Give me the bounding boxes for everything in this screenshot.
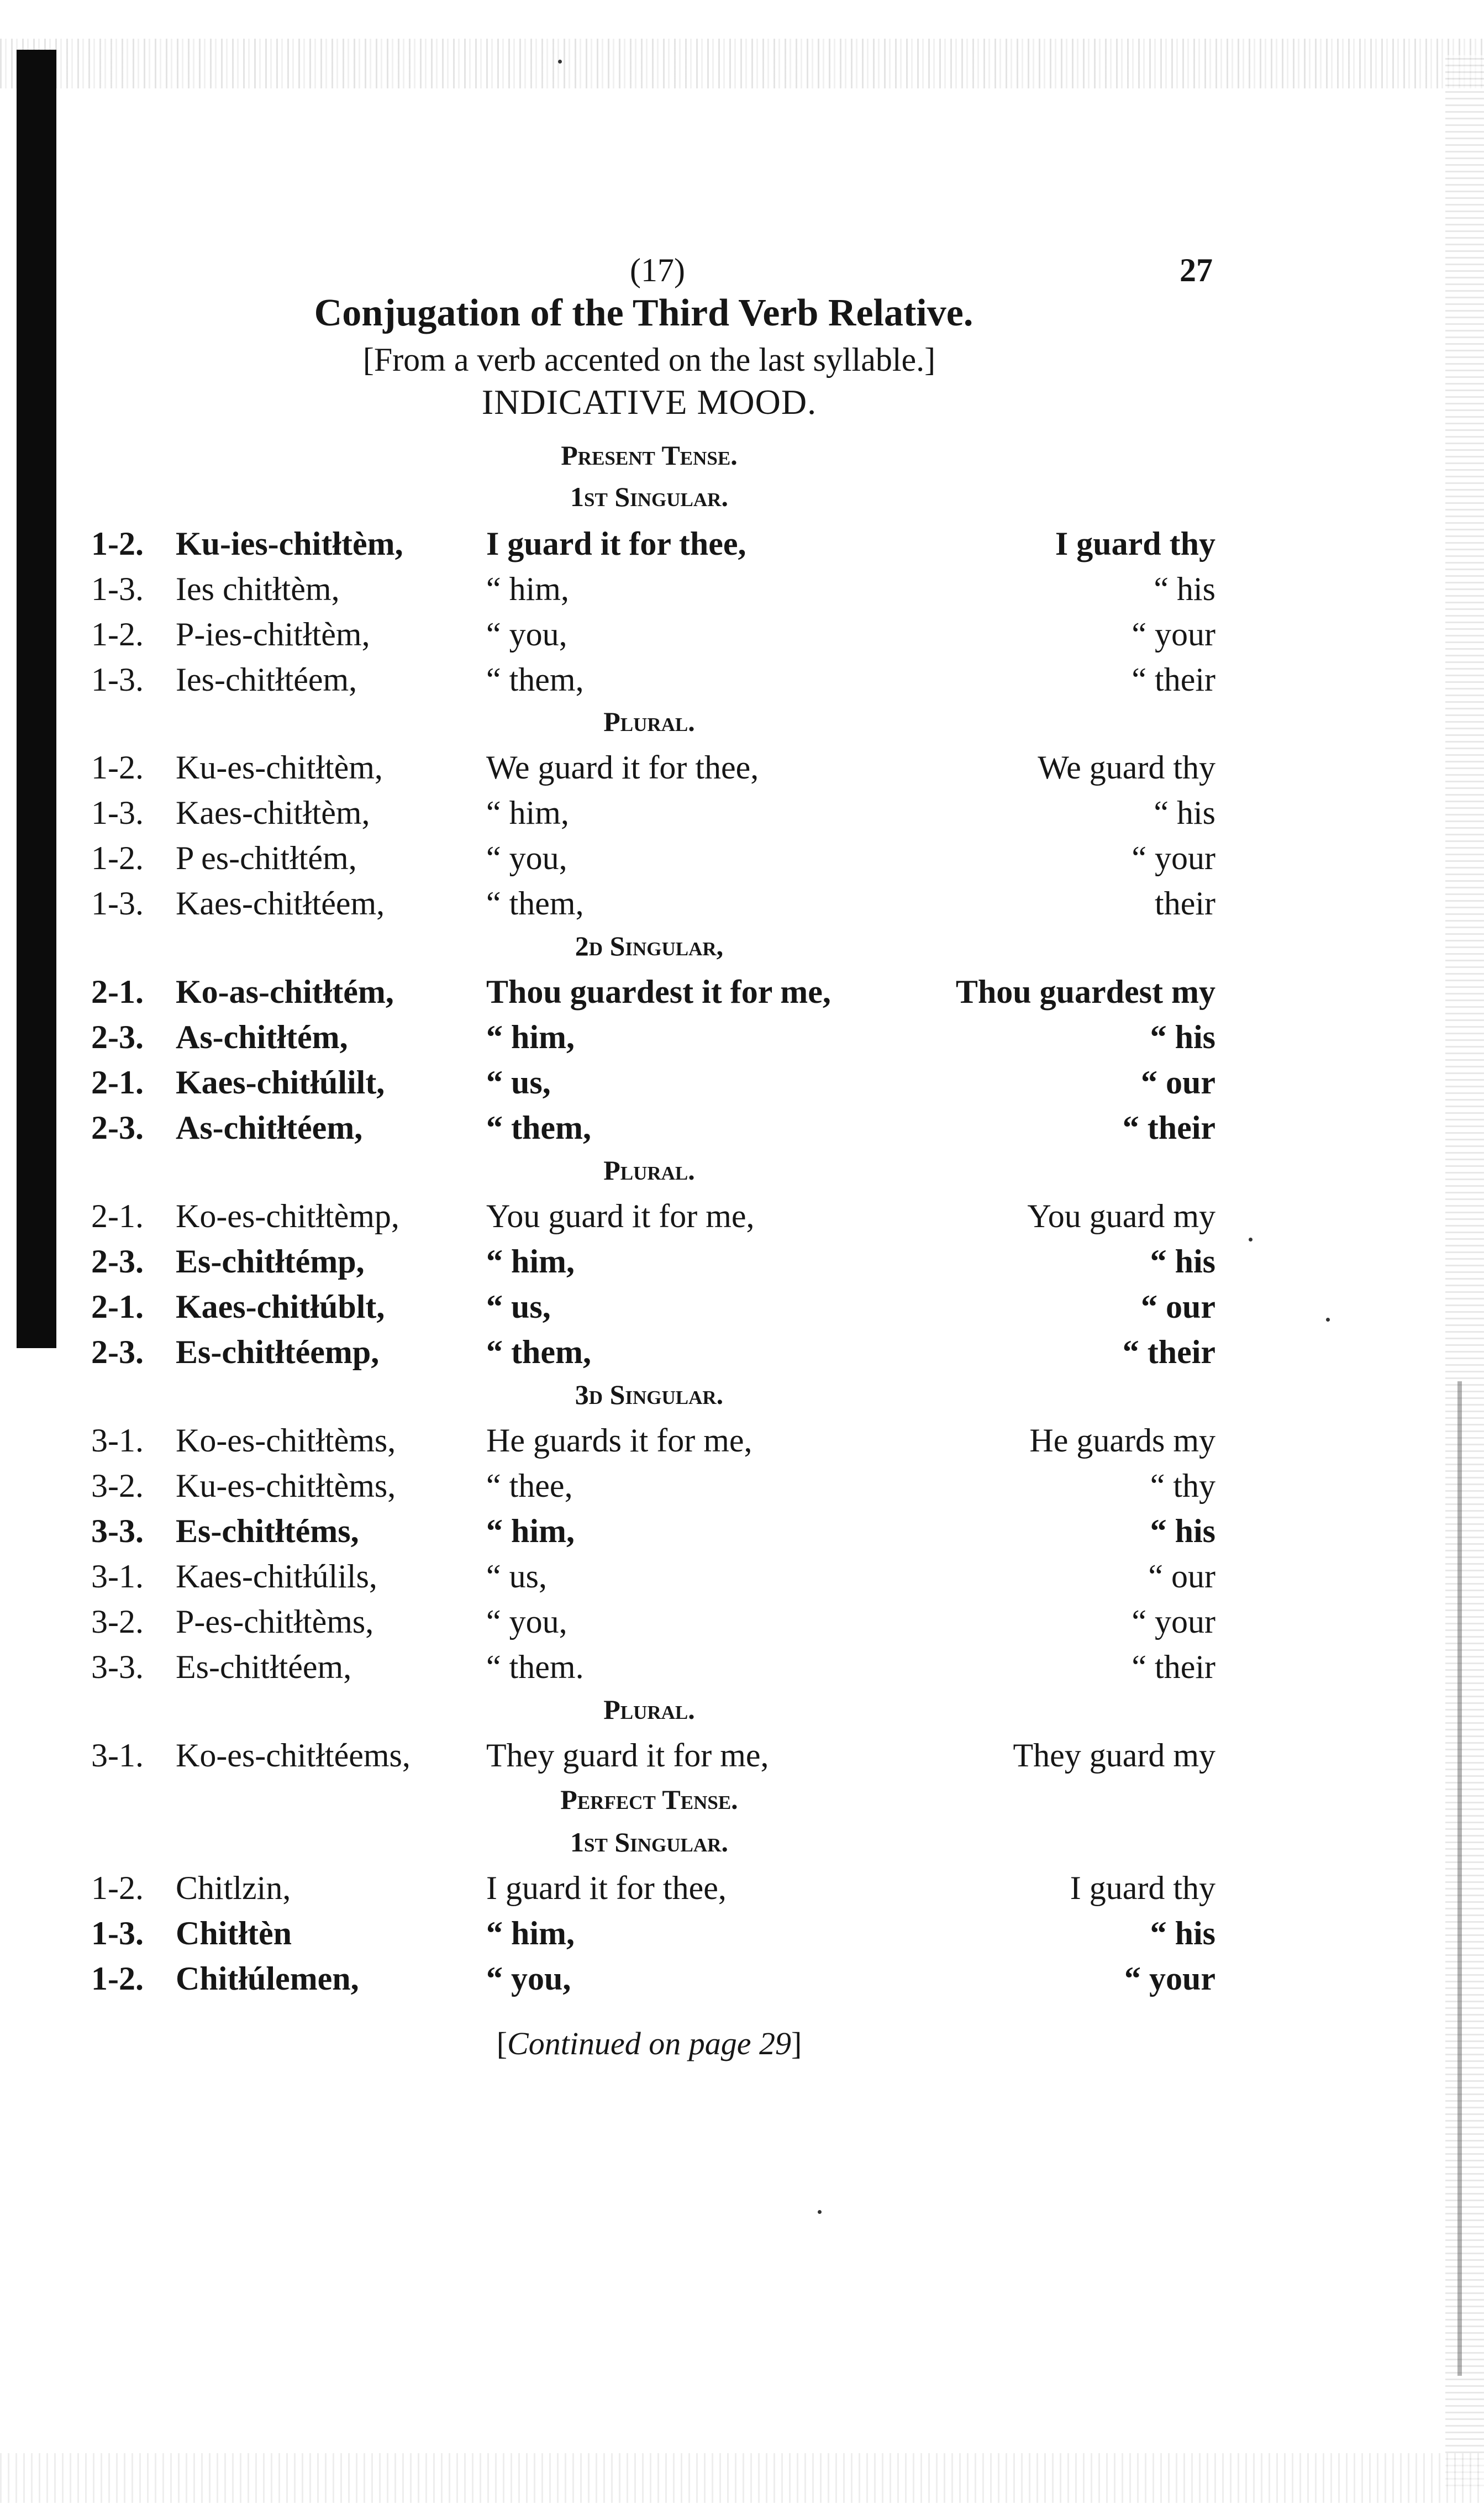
row-number: 1-2. bbox=[91, 525, 144, 562]
row-word: Chitłtèn bbox=[176, 1915, 292, 1951]
conjugation-row bbox=[0, 1422, 1326, 1463]
row-number: 2-3. bbox=[91, 1243, 144, 1280]
row-word: Kaes-chitłúlils, bbox=[176, 1558, 377, 1595]
row-word: P es-chitłtém, bbox=[176, 840, 357, 876]
conjugation-row bbox=[0, 1467, 1326, 1508]
bracket-close: ] bbox=[791, 2026, 802, 2061]
row-word: Ko-es-chitłtéems, bbox=[176, 1737, 411, 1774]
row-word: Chitłúlemen, bbox=[176, 1960, 359, 1997]
row-word: Es-chitłtéms, bbox=[176, 1513, 359, 1549]
row-number: 3-2. bbox=[91, 1467, 144, 1504]
row-translation: We guard it for thee, bbox=[486, 749, 759, 786]
conjugation-row bbox=[0, 794, 1326, 835]
tense-heading-perfect: Perfect Tense. bbox=[560, 1784, 738, 1815]
row-translation: “ us, bbox=[486, 1064, 551, 1101]
page-number-right: 27 bbox=[1180, 252, 1213, 288]
row-number: 3-3. bbox=[91, 1513, 144, 1549]
row-translation: “ us, bbox=[486, 1288, 551, 1325]
conjugation-row bbox=[0, 1558, 1326, 1599]
row-word: Ies-chitłtéem, bbox=[176, 661, 357, 698]
row-number: 1-3. bbox=[91, 661, 144, 698]
row-number: 2-3. bbox=[91, 1334, 144, 1370]
scan-speck bbox=[558, 60, 562, 64]
row-translation: They guard it for me, bbox=[486, 1737, 769, 1774]
person-heading-3d-singular: 3d Singular. bbox=[575, 1379, 724, 1410]
row-number: 3-3. bbox=[91, 1649, 144, 1685]
row-word: Kaes-chitłúlilt, bbox=[176, 1064, 385, 1101]
conjugation-row bbox=[0, 1197, 1326, 1239]
row-word: Es-chitłtémp, bbox=[176, 1243, 365, 1280]
person-heading-2d-plural: Plural. bbox=[603, 1155, 695, 1186]
row-word: As-chitłtéem, bbox=[176, 1109, 363, 1146]
scan-speck bbox=[1326, 1318, 1330, 1322]
conjugation-row bbox=[0, 885, 1326, 926]
row-possessive: We guard thy bbox=[1038, 749, 1215, 786]
row-number: 1-3. bbox=[91, 571, 144, 607]
conjugation-row bbox=[0, 1512, 1326, 1554]
conjugation-row bbox=[0, 1288, 1326, 1329]
row-translation: “ you, bbox=[486, 1960, 571, 1997]
mood-heading: INDICATIVE MOOD. bbox=[481, 382, 817, 422]
row-word: Ko-es-chitłtèms, bbox=[176, 1422, 396, 1459]
conjugation-row bbox=[0, 1869, 1326, 1911]
conjugation-row bbox=[0, 749, 1326, 790]
row-translation: “ him, bbox=[486, 795, 569, 831]
row-number: 3-1. bbox=[91, 1422, 144, 1459]
row-translation: You guard it for me, bbox=[486, 1198, 755, 1234]
row-word: P-es-chitłtèms, bbox=[176, 1603, 374, 1640]
scan-noise-bottom bbox=[0, 2453, 1484, 2503]
conjugation-row bbox=[0, 973, 1326, 1014]
row-word: As-chitłtém, bbox=[176, 1019, 348, 1055]
conjugation-row bbox=[0, 615, 1326, 657]
row-possessive: “ his bbox=[1150, 1915, 1215, 1951]
row-possessive: “ his bbox=[1150, 1513, 1215, 1549]
row-translation: “ him, bbox=[486, 571, 569, 607]
row-word: P-ies-chitłtèm, bbox=[176, 616, 370, 653]
row-translation: “ him, bbox=[486, 1019, 575, 1055]
row-number: 1-3. bbox=[91, 795, 144, 831]
row-word: Ku-ies-chitłtèm, bbox=[176, 525, 403, 562]
row-translation: “ thee, bbox=[486, 1467, 573, 1504]
row-translation: “ them, bbox=[486, 885, 584, 922]
row-number: 1-3. bbox=[91, 885, 144, 922]
scan-edge-line bbox=[1457, 1381, 1462, 2376]
conjugation-row bbox=[0, 1603, 1326, 1644]
conjugation-row bbox=[0, 1914, 1326, 1956]
row-number: 3-1. bbox=[91, 1737, 144, 1774]
row-translation: “ him, bbox=[486, 1513, 575, 1549]
row-number: 3-1. bbox=[91, 1558, 144, 1595]
row-possessive: “ your bbox=[1132, 840, 1215, 876]
row-word: Ku-es-chitłtèms, bbox=[176, 1467, 396, 1504]
row-possessive: They guard my bbox=[1013, 1737, 1215, 1774]
row-translation: “ us, bbox=[486, 1558, 547, 1595]
row-translation: “ them, bbox=[486, 1334, 591, 1370]
row-word: Kaes-chitłúblt, bbox=[176, 1288, 385, 1325]
row-possessive: “ your bbox=[1132, 616, 1215, 653]
continuation-text: Continued on page 29 bbox=[507, 2026, 791, 2061]
row-possessive: “ their bbox=[1122, 1334, 1215, 1370]
row-possessive: “ his bbox=[1154, 571, 1215, 607]
conjugation-row bbox=[0, 1737, 1326, 1778]
row-translation: “ you, bbox=[486, 1603, 567, 1640]
row-number: 1-2. bbox=[91, 616, 144, 653]
conjugation-row bbox=[0, 1109, 1326, 1150]
row-number: 3-2. bbox=[91, 1603, 144, 1640]
row-number: 1-2. bbox=[91, 1960, 144, 1997]
row-translation: “ him, bbox=[486, 1915, 575, 1951]
row-possessive: “ his bbox=[1150, 1019, 1215, 1055]
row-word: Ko-es-chitłtèmp, bbox=[176, 1198, 399, 1234]
row-translation: “ you, bbox=[486, 616, 567, 653]
row-word: Ies chitłtèm, bbox=[176, 571, 340, 607]
row-possessive: “ our bbox=[1148, 1558, 1215, 1595]
row-possessive: “ his bbox=[1154, 795, 1215, 831]
row-possessive: “ our bbox=[1141, 1064, 1215, 1101]
row-possessive: “ your bbox=[1132, 1603, 1215, 1640]
person-heading-3d-plural: Plural. bbox=[603, 1694, 695, 1725]
row-possessive: He guards my bbox=[1029, 1422, 1215, 1459]
row-translation: “ him, bbox=[486, 1243, 575, 1280]
row-translation: “ them, bbox=[486, 661, 584, 698]
row-possessive: “ your bbox=[1124, 1960, 1215, 1997]
row-number: 1-2. bbox=[91, 1870, 144, 1906]
row-number: 2-3. bbox=[91, 1109, 144, 1146]
page-subtitle: [From a verb accented on the last syllable.] bbox=[362, 341, 936, 378]
row-possessive: Thou guardest my bbox=[955, 974, 1215, 1010]
tense-heading-present: Present Tense. bbox=[561, 440, 738, 471]
conjugation-row bbox=[0, 839, 1326, 881]
row-possessive: “ their bbox=[1122, 1109, 1215, 1146]
person-heading-1st-plural: Plural. bbox=[603, 706, 695, 737]
row-possessive: their bbox=[1155, 885, 1215, 922]
row-translation: Thou guardest it for me, bbox=[486, 974, 831, 1010]
conjugation-row bbox=[0, 1648, 1326, 1690]
scan-noise-right bbox=[1445, 55, 1484, 2486]
row-word: Es-chitłtéemp, bbox=[176, 1334, 380, 1370]
row-possessive: I guard thy bbox=[1055, 525, 1215, 562]
row-possessive: “ his bbox=[1150, 1243, 1215, 1280]
row-number: 1-3. bbox=[91, 1915, 144, 1951]
conjugation-row bbox=[0, 1333, 1326, 1375]
person-heading-1st-singular: 1st Singular. bbox=[570, 481, 728, 512]
row-possessive: “ thy bbox=[1150, 1467, 1215, 1504]
page-number-center: (17) bbox=[630, 252, 685, 288]
row-word: Es-chitłtéem, bbox=[176, 1649, 352, 1685]
conjugation-row bbox=[0, 570, 1326, 612]
person-heading-perfect-1st-singular: 1st Singular. bbox=[570, 1827, 728, 1858]
conjugation-row bbox=[0, 1960, 1326, 2001]
row-word: Ku-es-chitłtèm, bbox=[176, 749, 383, 786]
row-word: Kaes-chitłtèm, bbox=[176, 795, 370, 831]
row-number: 2-1. bbox=[91, 1288, 144, 1325]
row-number: 2-1. bbox=[91, 1198, 144, 1234]
row-number: 1-2. bbox=[91, 840, 144, 876]
row-possessive: I guard thy bbox=[1070, 1870, 1215, 1906]
bracket-open: [ bbox=[496, 2026, 508, 2061]
scan-noise-top bbox=[0, 39, 1484, 88]
row-translation: I guard it for thee, bbox=[486, 1870, 727, 1906]
row-translation: “ them. bbox=[486, 1649, 584, 1685]
row-possessive: “ our bbox=[1141, 1288, 1215, 1325]
row-translation: “ you, bbox=[486, 840, 567, 876]
row-number: 2-1. bbox=[91, 974, 144, 1010]
row-possessive: “ their bbox=[1132, 1649, 1215, 1685]
conjugation-row bbox=[0, 661, 1326, 702]
row-word: Chitlzin, bbox=[176, 1870, 291, 1906]
row-word: Ko-as-chitłtém, bbox=[176, 974, 394, 1010]
continuation-note bbox=[0, 2025, 1298, 2062]
page-title: Conjugation of the Third Verb Relative. bbox=[314, 292, 973, 334]
conjugation-row bbox=[0, 1018, 1326, 1060]
row-translation: He guards it for me, bbox=[486, 1422, 752, 1459]
row-number: 2-3. bbox=[91, 1019, 144, 1055]
row-possessive: “ their bbox=[1132, 661, 1215, 698]
row-possessive: You guard my bbox=[1027, 1198, 1215, 1234]
row-translation: “ them, bbox=[486, 1109, 591, 1146]
conjugation-row bbox=[0, 1243, 1326, 1284]
person-heading-2d-singular: 2d Singular, bbox=[575, 930, 724, 961]
conjugation-row bbox=[0, 1064, 1326, 1105]
row-translation: I guard it for thee, bbox=[486, 525, 746, 562]
scan-speck bbox=[818, 2210, 822, 2214]
row-number: 1-2. bbox=[91, 749, 144, 786]
row-number: 2-1. bbox=[91, 1064, 144, 1101]
row-word: Kaes-chitłtéem, bbox=[176, 885, 385, 922]
conjugation-row bbox=[0, 525, 1326, 566]
